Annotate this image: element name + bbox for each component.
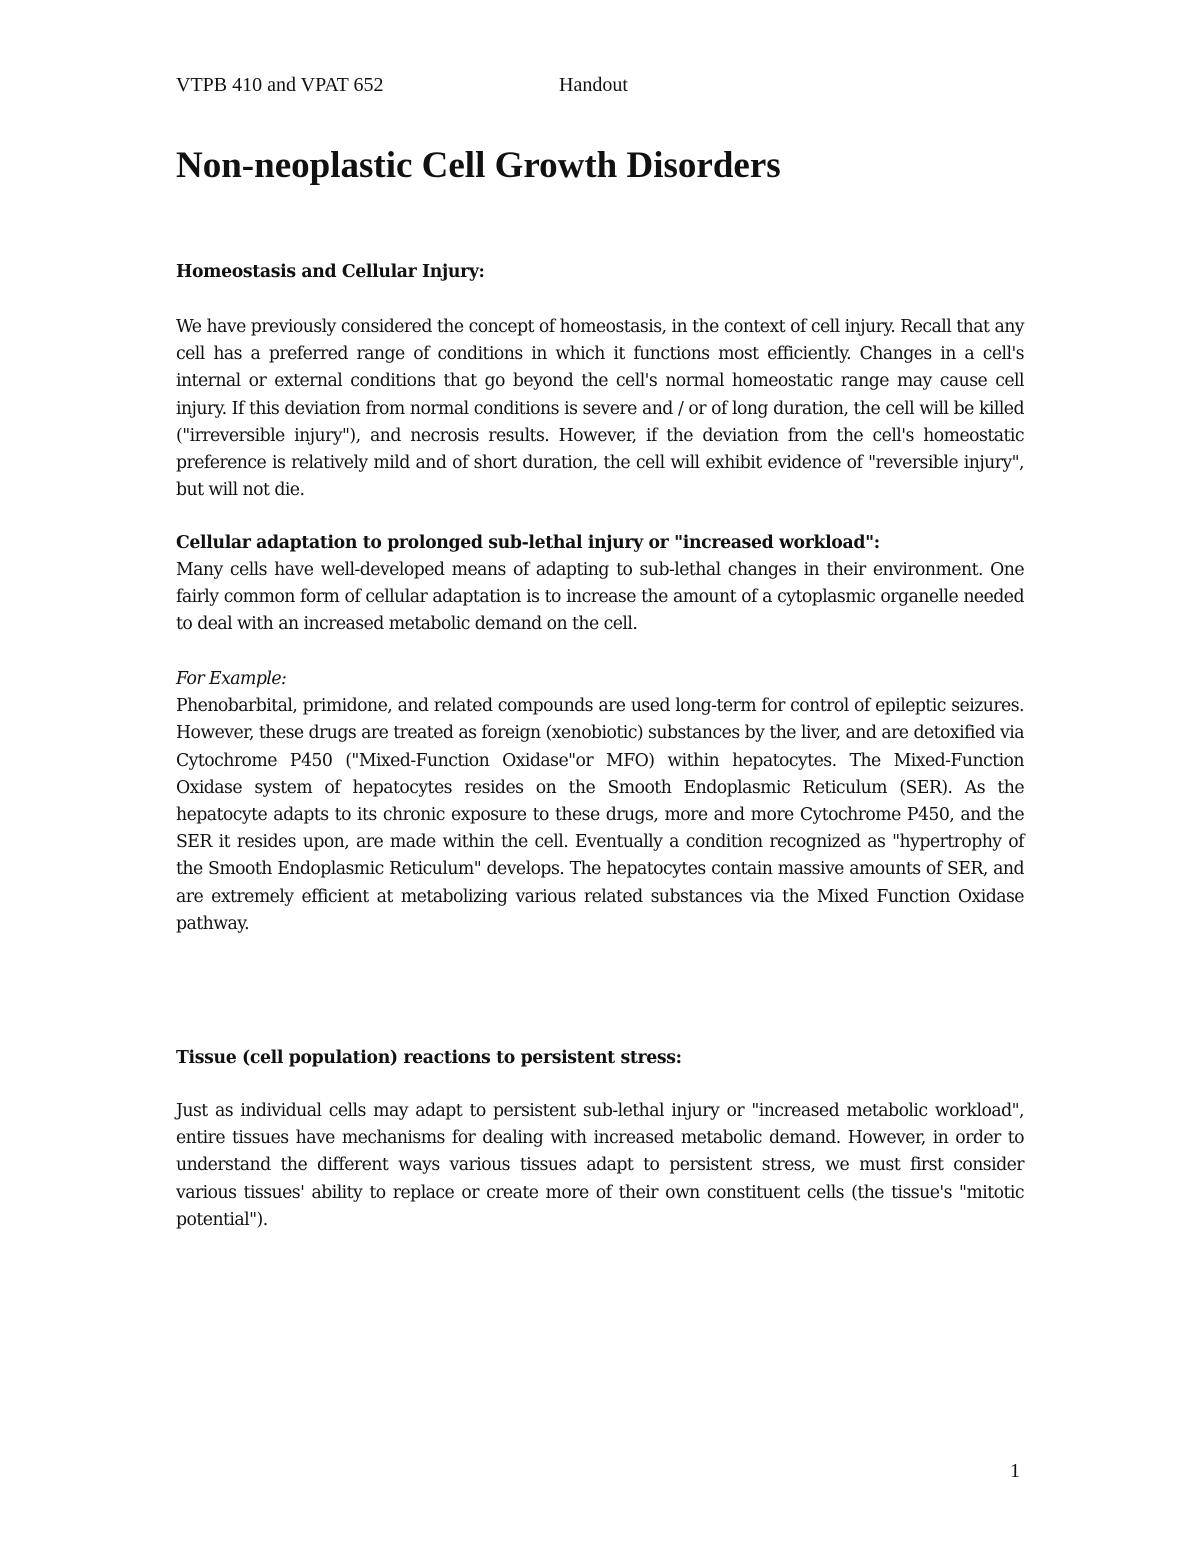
section-heading-homeostasis: Homeostasis and Cellular Injury:: [176, 262, 485, 282]
handout-label: Handout: [559, 74, 628, 96]
section-heading-cellular-adaptation: Cellular adaptation to prolonged sub-lethal injury or "increased workload":: [176, 533, 880, 553]
paragraph-tissue-reactions: Just as individual cells may adapt to persistent sub-lethal injury or "increased metabolic workload", entire tissues have mechanisms for dealing with increased metabolic demand. However, in order to understand the different ways various tissues adapt to persistent stress, we must first consider various tissues' ability to replace or create more of their own constituent cells (the tissue's "mitotic potential").: [176, 1101, 1024, 1230]
course-code: VTPB 410 and VPAT 652: [176, 74, 384, 96]
page-number: 1: [1010, 1460, 1020, 1482]
section-heading-tissue-reactions: Tissue (cell population) reactions to persistent stress:: [176, 1048, 682, 1068]
paragraph-cellular-adaptation: Many cells have well-developed means of adapting to sub-lethal changes in their environment. One fairly common form of cellular adaptation is to increase the amount of a cytoplasmic organelle needed to deal with an increased metabolic demand on the cell.: [176, 560, 1024, 635]
example-label: For Example:: [176, 669, 287, 689]
example-block: [176, 666, 1024, 938]
paragraph-example: Phenobarbital, primidone, and related compounds are used long-term for control of epileptic seizures. However, these drugs are treated as foreign (xenobiotic) substances by the liver, and are detoxified via Cytochrome P450 ("Mixed-Function Oxidase"or MFO) within hepatocytes. The Mixed-Function Oxidase system of hepatocytes resides on the Smooth Endoplasmic Reticulum (SER). As the hepatocyte adapts to its chronic exposure to these drugs, more and more Cytochrome P450, and the SER it resides upon, are made within the cell. Eventually a condition recognized as "hypertrophy of the Smooth Endoplasmic Reticulum" develops. The hepatocytes contain massive amounts of SER, and are extremely efficient at metabolizing various related substances via the Mixed Function Oxidase pathway.: [176, 696, 1024, 934]
paragraph-homeostasis: We have previously considered the concept of homeostasis, in the context of cell injury. Recall that any cell has a preferred range of conditions in which it functions most efficiently. Changes in a cell's internal or external conditions that go beyond the cell's normal homeostatic range may cause cell injury. If this deviation from normal conditions is severe and / or of long duration, the cell will be killed ("irreversible injury"), and necrosis results. However, if the deviation from the cell's homeostatic preference is relatively mild and of short duration, the cell will exhibit evidence of "reversible injury", but will not die.: [176, 317, 1024, 501]
document-title: Non-neoplastic Cell Growth Disorders: [176, 145, 781, 186]
